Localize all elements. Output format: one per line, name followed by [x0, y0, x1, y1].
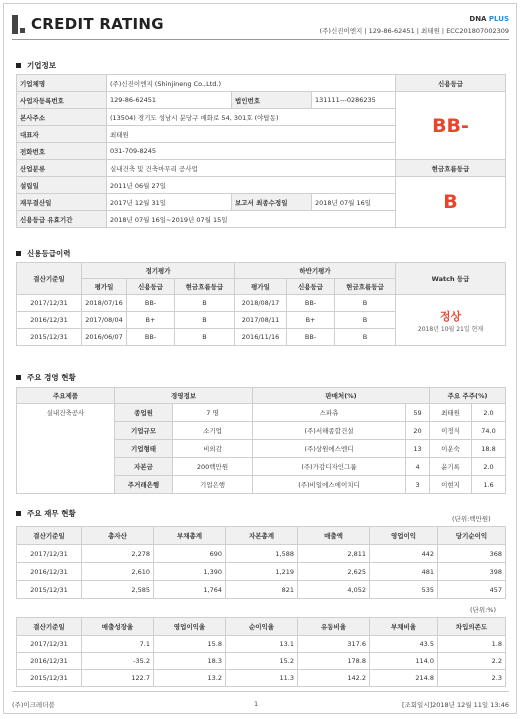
fin1-cell: 457 [438, 581, 506, 599]
section-business-label: 주요 경영 현황 [27, 372, 76, 382]
fin2-cell: 15.8 [154, 636, 226, 653]
fin1-cell: 2,610 [82, 563, 154, 581]
section-history-title [16, 247, 70, 259]
biz-reg-no: 129-86-62451 [107, 92, 232, 109]
fin1-cell: 1,219 [226, 563, 298, 581]
fin1-cell: 481 [370, 563, 438, 581]
footer-divider [12, 691, 509, 692]
fin1-cell: 2,811 [298, 545, 370, 563]
fin2-cell: 114.0 [370, 653, 438, 670]
share-name: 윤기록 [430, 458, 472, 476]
fin1-cell: 2,585 [82, 581, 154, 599]
section-square-icon [16, 251, 21, 256]
history-r-credit: BB- [127, 329, 175, 346]
fin1-h: 당기순이익 [438, 527, 506, 545]
sales-name: (주)비일에스에이치디 [253, 476, 406, 494]
history-h-settle: 결산기준일 [17, 263, 82, 295]
fin1-cell: 1,390 [154, 563, 226, 581]
history-h-regular: 정기평가 [82, 263, 235, 279]
fin1-cell: 442 [370, 545, 438, 563]
label-corpno: 법인번호 [232, 92, 312, 109]
watch-date: 2018년 10월 21일 현재 [417, 325, 484, 333]
fin1-h: 결산기준일 [17, 527, 82, 545]
history-h-credit-val: B+ [287, 312, 335, 329]
fin1-h: 영업이익 [370, 527, 438, 545]
share-name: 이현지 [430, 476, 472, 494]
fin2-cell: 214.8 [370, 670, 438, 687]
history-h-credit-val: BB- [287, 295, 335, 312]
fin1-cell: 4,052 [298, 581, 370, 599]
section-company-label: 기업정보 [27, 60, 56, 70]
fin2-cell: 122.7 [82, 670, 154, 687]
info-value: 소기업 [173, 422, 253, 440]
section-company-title [16, 59, 56, 71]
finance-table-1 [16, 526, 506, 599]
history-r-cash: B [175, 329, 235, 346]
history-r-credit: B+ [127, 312, 175, 329]
table-row [17, 404, 506, 422]
fin2-h: 매출성장율 [82, 618, 154, 636]
history-r-date: 2016/06/07 [82, 329, 127, 346]
sales-pct: 13 [406, 440, 430, 458]
section-square-icon [16, 375, 21, 380]
fin2-cell: 2.2 [438, 653, 506, 670]
fin1-cell: 2016/12/31 [17, 563, 82, 581]
fin2-cell: 18.3 [154, 653, 226, 670]
fin2-cell: 13.2 [154, 670, 226, 687]
company-name: (주)신진이엔지 (Shinjineng Co.,Ltd.) [107, 75, 396, 92]
table-row [17, 295, 506, 312]
info-label: 기업규모 [115, 422, 173, 440]
section-square-icon [16, 511, 21, 516]
fin2-cell: 43.5 [370, 636, 438, 653]
sales-name: (주)서해종합건설 [253, 422, 406, 440]
fin2-h: 부채비율 [370, 618, 438, 636]
fin1-cell: 2015/12/31 [17, 581, 82, 599]
label-address: 본사주소 [17, 109, 107, 126]
share-pct: 1.6 [472, 476, 506, 494]
query-time: [조회일시]2018년 12월 11일 13:46 [401, 701, 509, 709]
fin1-cell: 821 [226, 581, 298, 599]
watch-status: 정상 [439, 309, 462, 323]
fin1-cell: 690 [154, 545, 226, 563]
history-h-cash-val: B [335, 295, 396, 312]
label-phone: 전화번호 [17, 143, 107, 160]
info-value: 기업은행 [173, 476, 253, 494]
fin2-h: 유동비율 [298, 618, 370, 636]
fin2-h: 차입의존도 [438, 618, 506, 636]
table-row [17, 670, 506, 687]
corp-no: 131111---0286235 [312, 92, 396, 109]
brand-part-a: DNA [469, 15, 487, 23]
fiscal-date: 2017년 12월 31일 [107, 194, 232, 211]
sales-name: (주)상원에스엔디 [253, 440, 406, 458]
history-h-date: 2018/08/17 [235, 295, 287, 312]
history-h-date: 2016/11/16 [235, 329, 287, 346]
share-pct: 2.0 [472, 404, 506, 422]
history-h-cash-val: B [335, 312, 396, 329]
history-r-date: 2018/07/16 [82, 295, 127, 312]
label-ceo: 대표자 [17, 126, 107, 143]
fin1-h: 총자산 [82, 527, 154, 545]
sales-pct: 3 [406, 476, 430, 494]
sales-pct: 59 [406, 404, 430, 422]
brand-part-b: PLUS [488, 15, 509, 23]
label-bizno: 사업자등록번호 [17, 92, 107, 109]
fin2-cell: 15.2 [226, 653, 298, 670]
business-h-shareholders: 주요 주주(%) [430, 388, 506, 404]
fin2-cell: 11.3 [226, 670, 298, 687]
history-h-cash-2: 현금흐름등급 [335, 279, 396, 295]
cash-grade: B [396, 177, 506, 228]
info-label: 기업형태 [115, 440, 173, 458]
business-h-products: 주요제품 [17, 388, 115, 404]
label-founded: 설립일 [17, 177, 107, 194]
table-row [17, 581, 506, 599]
section-history-label: 신용등급이력 [27, 248, 71, 258]
section-finance-title [16, 507, 76, 519]
history-h-eval-date: 평가일 [82, 279, 127, 295]
fin1-cell: 1,588 [226, 545, 298, 563]
history-settle: 2016/12/31 [17, 312, 82, 329]
table-row [17, 653, 506, 670]
info-value: 7 명 [173, 404, 253, 422]
business-table [16, 387, 506, 494]
finance-unit-1: (단위:백만원) [452, 515, 491, 523]
sales-name: (주)가감디자인그룹 [253, 458, 406, 476]
fin2-cell: 2015/12/31 [17, 670, 82, 687]
label-name: 기업체명 [17, 75, 107, 92]
sales-pct: 20 [406, 422, 430, 440]
sales-pct: 4 [406, 458, 430, 476]
history-r-date: 2017/08/04 [82, 312, 127, 329]
header-bar-icon [12, 15, 18, 34]
share-pct: 74.0 [472, 422, 506, 440]
fin2-h: 결산기준일 [17, 618, 82, 636]
sales-name: 스파츄 [253, 404, 406, 422]
founded-date: 2011년 06월 27일 [107, 177, 396, 194]
fin2-h: 영업이익율 [154, 618, 226, 636]
fin2-cell: 2.3 [438, 670, 506, 687]
label-fiscal: 재무결산일 [17, 194, 107, 211]
history-h-credit-2: 신용등급 [287, 279, 335, 295]
history-table [16, 262, 506, 346]
history-h-credit: 신용등급 [127, 279, 175, 295]
validity-period: 2018년 07월 16일~2019년 07월 15일 [107, 211, 396, 228]
history-h-date: 2017/08/11 [235, 312, 287, 329]
phone: 031-709-8245 [107, 143, 396, 160]
company-table [16, 74, 506, 228]
header-divider [12, 39, 509, 40]
table-row [17, 545, 506, 563]
business-h-info: 경영정보 [115, 388, 253, 404]
label-industry: 산업분류 [17, 160, 107, 177]
finance-unit-2: (단위:%) [470, 606, 496, 614]
label-report: 보고서 최종수정일 [232, 194, 312, 211]
report-page [3, 3, 517, 714]
page-number: 1 [254, 700, 259, 708]
fin1-cell: 1,764 [154, 581, 226, 599]
info-label: 주거래은행 [115, 476, 173, 494]
history-h-watch: Watch 등급 [396, 263, 506, 295]
fin1-h: 자본총계 [226, 527, 298, 545]
industry: 실내건축 및 건축마무리 공사업 [107, 160, 396, 177]
report-date: 2018년 07월 16일 [312, 194, 396, 211]
info-label: 종업원 [115, 404, 173, 422]
fin1-cell: 2017/12/31 [17, 545, 82, 563]
history-h-credit-val: BB- [287, 329, 335, 346]
fin2-cell: 178.8 [298, 653, 370, 670]
label-validity: 신용등급 유효기간 [17, 211, 107, 228]
finance-table-2 [16, 617, 506, 687]
share-name: 최태원 [430, 404, 472, 422]
section-business-title [16, 371, 76, 383]
fin1-h: 매출액 [298, 527, 370, 545]
history-settle: 2015/12/31 [17, 329, 82, 346]
credit-grade-label: 신용등급 [396, 75, 506, 92]
brand-logo [469, 15, 509, 23]
fin1-cell: 368 [438, 545, 506, 563]
header-dot-icon [20, 28, 25, 33]
finance-header-row-1 [17, 527, 506, 545]
footer-company: (주)이크레더블 [12, 701, 55, 709]
fin1-cell: 2,625 [298, 563, 370, 581]
fin1-cell: 398 [438, 563, 506, 581]
info-value: 200백만원 [173, 458, 253, 476]
fin2-cell: 317.6 [298, 636, 370, 653]
fin1-h: 부채총계 [154, 527, 226, 545]
cash-grade-label: 현금흐름등급 [396, 160, 506, 177]
table-row [17, 636, 506, 653]
credit-grade: BB- [396, 92, 506, 160]
history-r-cash: B [175, 312, 235, 329]
share-pct: 2.0 [472, 458, 506, 476]
table-row [17, 563, 506, 581]
fin2-cell: 13.1 [226, 636, 298, 653]
fin2-cell: 7.1 [82, 636, 154, 653]
fin1-cell: 535 [370, 581, 438, 599]
fin2-cell: 1.8 [438, 636, 506, 653]
page-title: CREDIT RATING [31, 15, 164, 33]
share-pct: 18.8 [472, 440, 506, 458]
history-h-cash: 현금흐름등급 [175, 279, 235, 295]
history-h-cash-val: B [335, 329, 396, 346]
history-settle: 2017/12/31 [17, 295, 82, 312]
finance-header-row-2 [17, 618, 506, 636]
info-value: 비외감 [173, 440, 253, 458]
watch-cell [396, 295, 506, 346]
main-product: 실내건축공사 [17, 404, 115, 494]
info-label: 자본금 [115, 458, 173, 476]
ceo-name: 최태원 [107, 126, 396, 143]
address: (13504) 경기도 성남시 분당구 매화로 54, 301호 (야탑동) [107, 109, 396, 126]
history-r-credit: BB- [127, 295, 175, 312]
fin1-cell: 2,278 [82, 545, 154, 563]
history-h-eval-date-2: 평가일 [235, 279, 287, 295]
fin2-cell: -35.2 [82, 653, 154, 670]
report-header [12, 14, 509, 36]
share-name: 이운숙 [430, 440, 472, 458]
fin2-cell: 142.2 [298, 670, 370, 687]
header-info: (주)신진이엔지 | 129-86-62451 | 최태원 | ECC201807002309 [319, 27, 509, 35]
history-r-cash: B [175, 295, 235, 312]
section-square-icon [16, 63, 21, 68]
section-finance-label: 주요 재무 현황 [27, 508, 76, 518]
business-h-sales: 판매처(%) [253, 388, 430, 404]
history-h-half: 하반기평가 [235, 263, 396, 279]
fin2-h: 순이익율 [226, 618, 298, 636]
fin2-cell: 2017/12/31 [17, 636, 82, 653]
share-name: 이정식 [430, 422, 472, 440]
fin2-cell: 2016/12/31 [17, 653, 82, 670]
